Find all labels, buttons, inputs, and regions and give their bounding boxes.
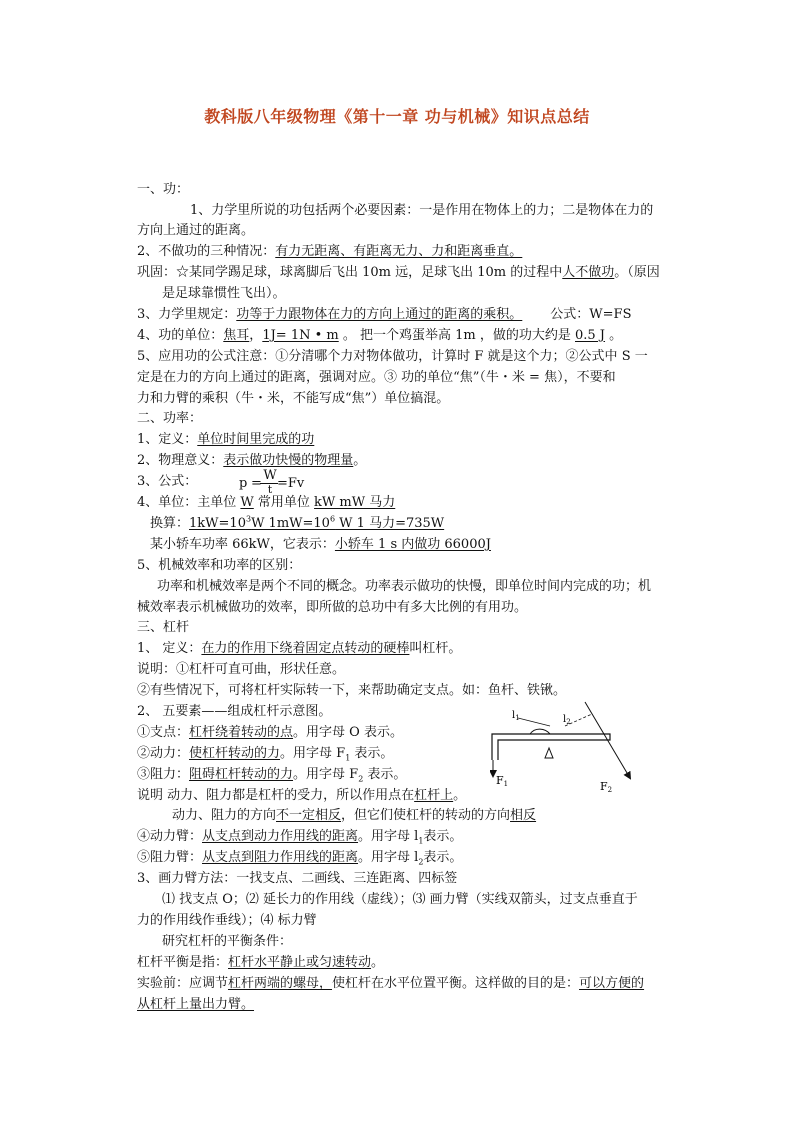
text: ②有些情况下，可将杠杆实际转一下，来帮助确定支点。如：鱼杆、铁锹。: [137, 683, 567, 698]
label-f1: F1: [496, 774, 509, 788]
section-heading-work: [137, 181, 189, 199]
underlined-answer: 功等于力跟物体在力的方向上通过的距离的乘积。: [236, 307, 523, 322]
underlined-answer: 杠杆水平静止或匀速转动: [228, 955, 372, 970]
underlined-answer: 在力的作用下绕着固定点转动的硬棒: [201, 641, 410, 656]
power-conversion: [150, 515, 444, 533]
draw-arm-steps-cont: [137, 912, 317, 930]
work-unit: [137, 327, 622, 345]
draw-arm-steps: [162, 891, 638, 909]
underlined-answer: 相反: [510, 808, 537, 823]
text: 表示。: [423, 850, 463, 865]
text: 一、功：: [137, 182, 190, 197]
lever-definition: [137, 640, 461, 658]
draw-arm-method: [137, 870, 457, 888]
power-meaning: [137, 452, 366, 470]
work-point-1-cont: [137, 222, 254, 240]
power-definition: [137, 431, 314, 449]
formula-denominator: t: [267, 483, 273, 496]
text: 1、定义：: [137, 432, 198, 447]
efficiency-explanation-cont: [137, 599, 527, 617]
text: 表示。: [423, 829, 463, 844]
lever-balance-heading: [162, 933, 292, 951]
work-point-1: [190, 202, 653, 220]
formula-notes-cont-2: [137, 390, 449, 408]
text: 。: [453, 788, 467, 803]
underlined-answer: 不一定相反: [276, 808, 342, 823]
lever-note-1: [137, 661, 345, 679]
subscript: 1: [345, 753, 351, 763]
underlined-answer: 焦耳: [223, 328, 250, 343]
text: ②动力：: [137, 746, 190, 761]
experiment-prep: [137, 975, 644, 993]
underlined-answer: 单位时间里完成的功: [197, 432, 315, 447]
text: 1kW=10: [189, 516, 246, 531]
formula-equals: =: [251, 476, 262, 491]
text: 某小轿车功率 66kW，它表示：: [150, 537, 335, 552]
text: ⑴ 找支点 O；⑵ 延长力的作用线（虚线）；⑶ 画力臂（实线双箭头，过支点垂直于: [162, 892, 638, 907]
underlined-answer: W: [240, 495, 254, 510]
exponent: 6: [329, 514, 336, 524]
text: 4、单位：主单位: [137, 495, 241, 510]
subscript: 2: [418, 857, 424, 867]
text: 3、画力臂方法：一找支点、二画线、三连距离、四标签: [137, 871, 458, 886]
text: 1、 定义：: [137, 641, 202, 656]
underlined-answer: [189, 516, 444, 531]
underlined-answer: 有力无距离、有距离无力、力和距离垂直。: [275, 244, 523, 259]
underlined-answer: 小轿车 1 s 内做功 66000J: [334, 537, 491, 552]
text: 动力、阻力的方向: [172, 808, 277, 823]
text: 。用字母 l: [358, 850, 419, 865]
power-formula-label: [137, 473, 197, 491]
text: 。用字母 F: [293, 767, 359, 782]
label-l2: $l_2$: [563, 714, 571, 726]
underlined-answer: 使杠杆转动的力: [189, 746, 281, 761]
text: 2、 五要素——组成杠杆示意图。: [137, 704, 332, 719]
lever-fulcrum: [137, 724, 403, 742]
lever-five-elements: [137, 703, 331, 721]
text: 5、应用功的公式注意：①分清哪个力对物体做功，计算时 F 就是这个力；②公式中 S 一: [137, 349, 648, 364]
underlined-answer: 人不做功: [562, 265, 615, 280]
text: ③阻力：: [137, 767, 190, 782]
underlined-answer: kW mW 马力: [314, 495, 396, 510]
text: 是足球靠惯性飞出）。: [162, 286, 286, 301]
text: 巩固：☆某同学踢足球，球离脚后飞出 10m 远，足球飞出 10m 的过程中: [137, 265, 563, 280]
text: 说明 动力、阻力都是杠杆的受力，所以作用点在: [137, 788, 415, 803]
formula-numerator: W: [263, 468, 277, 483]
label-l1: $l_1$: [512, 710, 520, 722]
text: 表示。: [363, 767, 407, 782]
arm-line-l1: [518, 718, 550, 726]
lever-diagram: [490, 700, 640, 796]
underlined-answer: 可以方便的: [579, 976, 645, 991]
text: 叫杠杆。: [409, 641, 462, 656]
underlined-answer: 阻碍杠杆转动的力: [189, 767, 294, 782]
efficiency-explanation: [157, 578, 651, 596]
text: 使杠杆在水平位置平衡。这样做的目的是：: [332, 976, 580, 991]
consolidation-example-cont: [162, 285, 286, 303]
text: ①支点：: [137, 725, 190, 740]
text: 3、力学里规定：: [137, 307, 237, 322]
underlined-answer: 0.5 J: [575, 328, 606, 343]
lever-resistance: [137, 766, 406, 784]
label-f2: F2: [600, 780, 613, 794]
exponent: 3: [245, 514, 252, 524]
text: 。（原因: [614, 265, 660, 280]
text: 。用字母 F: [280, 746, 346, 761]
consolidation-example: [137, 264, 660, 282]
subscript: 1: [418, 836, 424, 846]
text: 4、功的单位：: [137, 328, 224, 343]
section-heading-lever: [137, 619, 189, 637]
subscript: 2: [358, 774, 364, 784]
work-formula: 公式：W=FS: [550, 307, 632, 322]
underlined-answer: 杠杆两端的螺母，: [228, 976, 333, 991]
text: ，: [249, 328, 263, 343]
lever-direction-note: [172, 807, 536, 825]
text: 。 把一个鸡蛋举高 1m ，做的功大约是: [338, 328, 575, 343]
text: 力和力臂的乘积（牛・米，不能写成“焦”）单位搞混。: [137, 391, 450, 406]
car-power-example: [150, 536, 491, 554]
text: 二、功率：: [137, 411, 203, 426]
text: 杠杆平衡是指：: [137, 955, 229, 970]
lever-force-note: [137, 787, 466, 805]
text: 表示。: [350, 746, 394, 761]
formula-p: p: [239, 476, 248, 491]
text: 三、杠杆: [137, 620, 190, 635]
fulcrum-triangle: [545, 748, 553, 758]
text: 。用字母 O 表示。: [293, 725, 403, 740]
text: 方向上通过的距离。: [137, 223, 255, 238]
underlined-answer: 杠杆上: [414, 788, 454, 803]
text: W 1 马力=735W: [335, 516, 445, 531]
text: ⑤阻力臂：: [137, 850, 203, 865]
section-heading-power: [137, 410, 202, 428]
text: W 1mW=10: [251, 516, 330, 531]
lever-bar: [492, 734, 610, 760]
text: 。: [353, 453, 367, 468]
underlined-answer: 从支点到阻力作用线的距离: [202, 850, 359, 865]
underlined-answer: 杠杆绕着转动的点: [189, 725, 294, 740]
work-definition: [137, 306, 631, 324]
underlined-answer: 从杠杆上量出力臂。: [137, 997, 255, 1012]
text: 。用字母 l: [358, 829, 419, 844]
text: 。: [371, 955, 385, 970]
no-work-cases: [137, 243, 522, 261]
underlined-answer: 1J= 1N • m: [262, 328, 339, 343]
underlined-answer: 从支点到动力作用线的距离: [202, 829, 359, 844]
text: ，但它们使杠杆的转动的方向: [341, 808, 511, 823]
underlined-answer: 表示做功快慢的物理量: [223, 453, 354, 468]
effort-arm: [137, 828, 462, 846]
text: 研究杠杆的平衡条件：: [162, 934, 293, 949]
lever-effort: [137, 745, 393, 763]
document-title: 教科版八年级物理《第十一章 功与机械》知识点总结: [204, 107, 590, 126]
text: 3、公式：: [137, 474, 198, 489]
lever-note-2: [137, 682, 566, 700]
text: 1、力学里所说的功包括两个必要因素：一是作用在物体上的力；二是物体在力的: [190, 203, 654, 218]
power-unit: [137, 494, 413, 512]
efficiency-vs-power: [137, 557, 301, 575]
experiment-prep-cont: [137, 996, 254, 1014]
text: 定是在力的方向上通过的距离，强调对应。③ 功的单位“焦”（牛・米 = 焦），不要和: [137, 370, 616, 385]
text: 实验前：应调节: [137, 976, 229, 991]
resistance-arm: [137, 849, 462, 867]
text: 常用单位: [253, 495, 315, 510]
formula-notes: [137, 348, 648, 366]
lever-hand-shape: [530, 729, 550, 734]
formula-fv: =Fv: [277, 476, 305, 491]
lever-balance-meaning: [137, 954, 384, 972]
text: 2、不做功的三种情况：: [137, 244, 276, 259]
text: 2、物理意义：: [137, 453, 224, 468]
text: 5、机械效率和功率的区别：: [137, 558, 302, 573]
text: 功率和机械效率是两个不同的概念。功率表示做功的快慢，即单位时间内完成的功；机: [157, 579, 652, 594]
text: 力的作用线作垂线）；⑷ 标力臂: [137, 913, 317, 928]
formula-notes-cont-1: [137, 369, 616, 387]
text: 。: [605, 328, 623, 343]
text: 械效率表示机械做功的效率，即所做的总功中有多大比例的有用功。: [137, 600, 528, 615]
text: ④动力臂：: [137, 829, 203, 844]
text: 说明：①杠杆可直可曲，形状任意。: [137, 662, 346, 677]
text: 换算：: [150, 516, 190, 531]
